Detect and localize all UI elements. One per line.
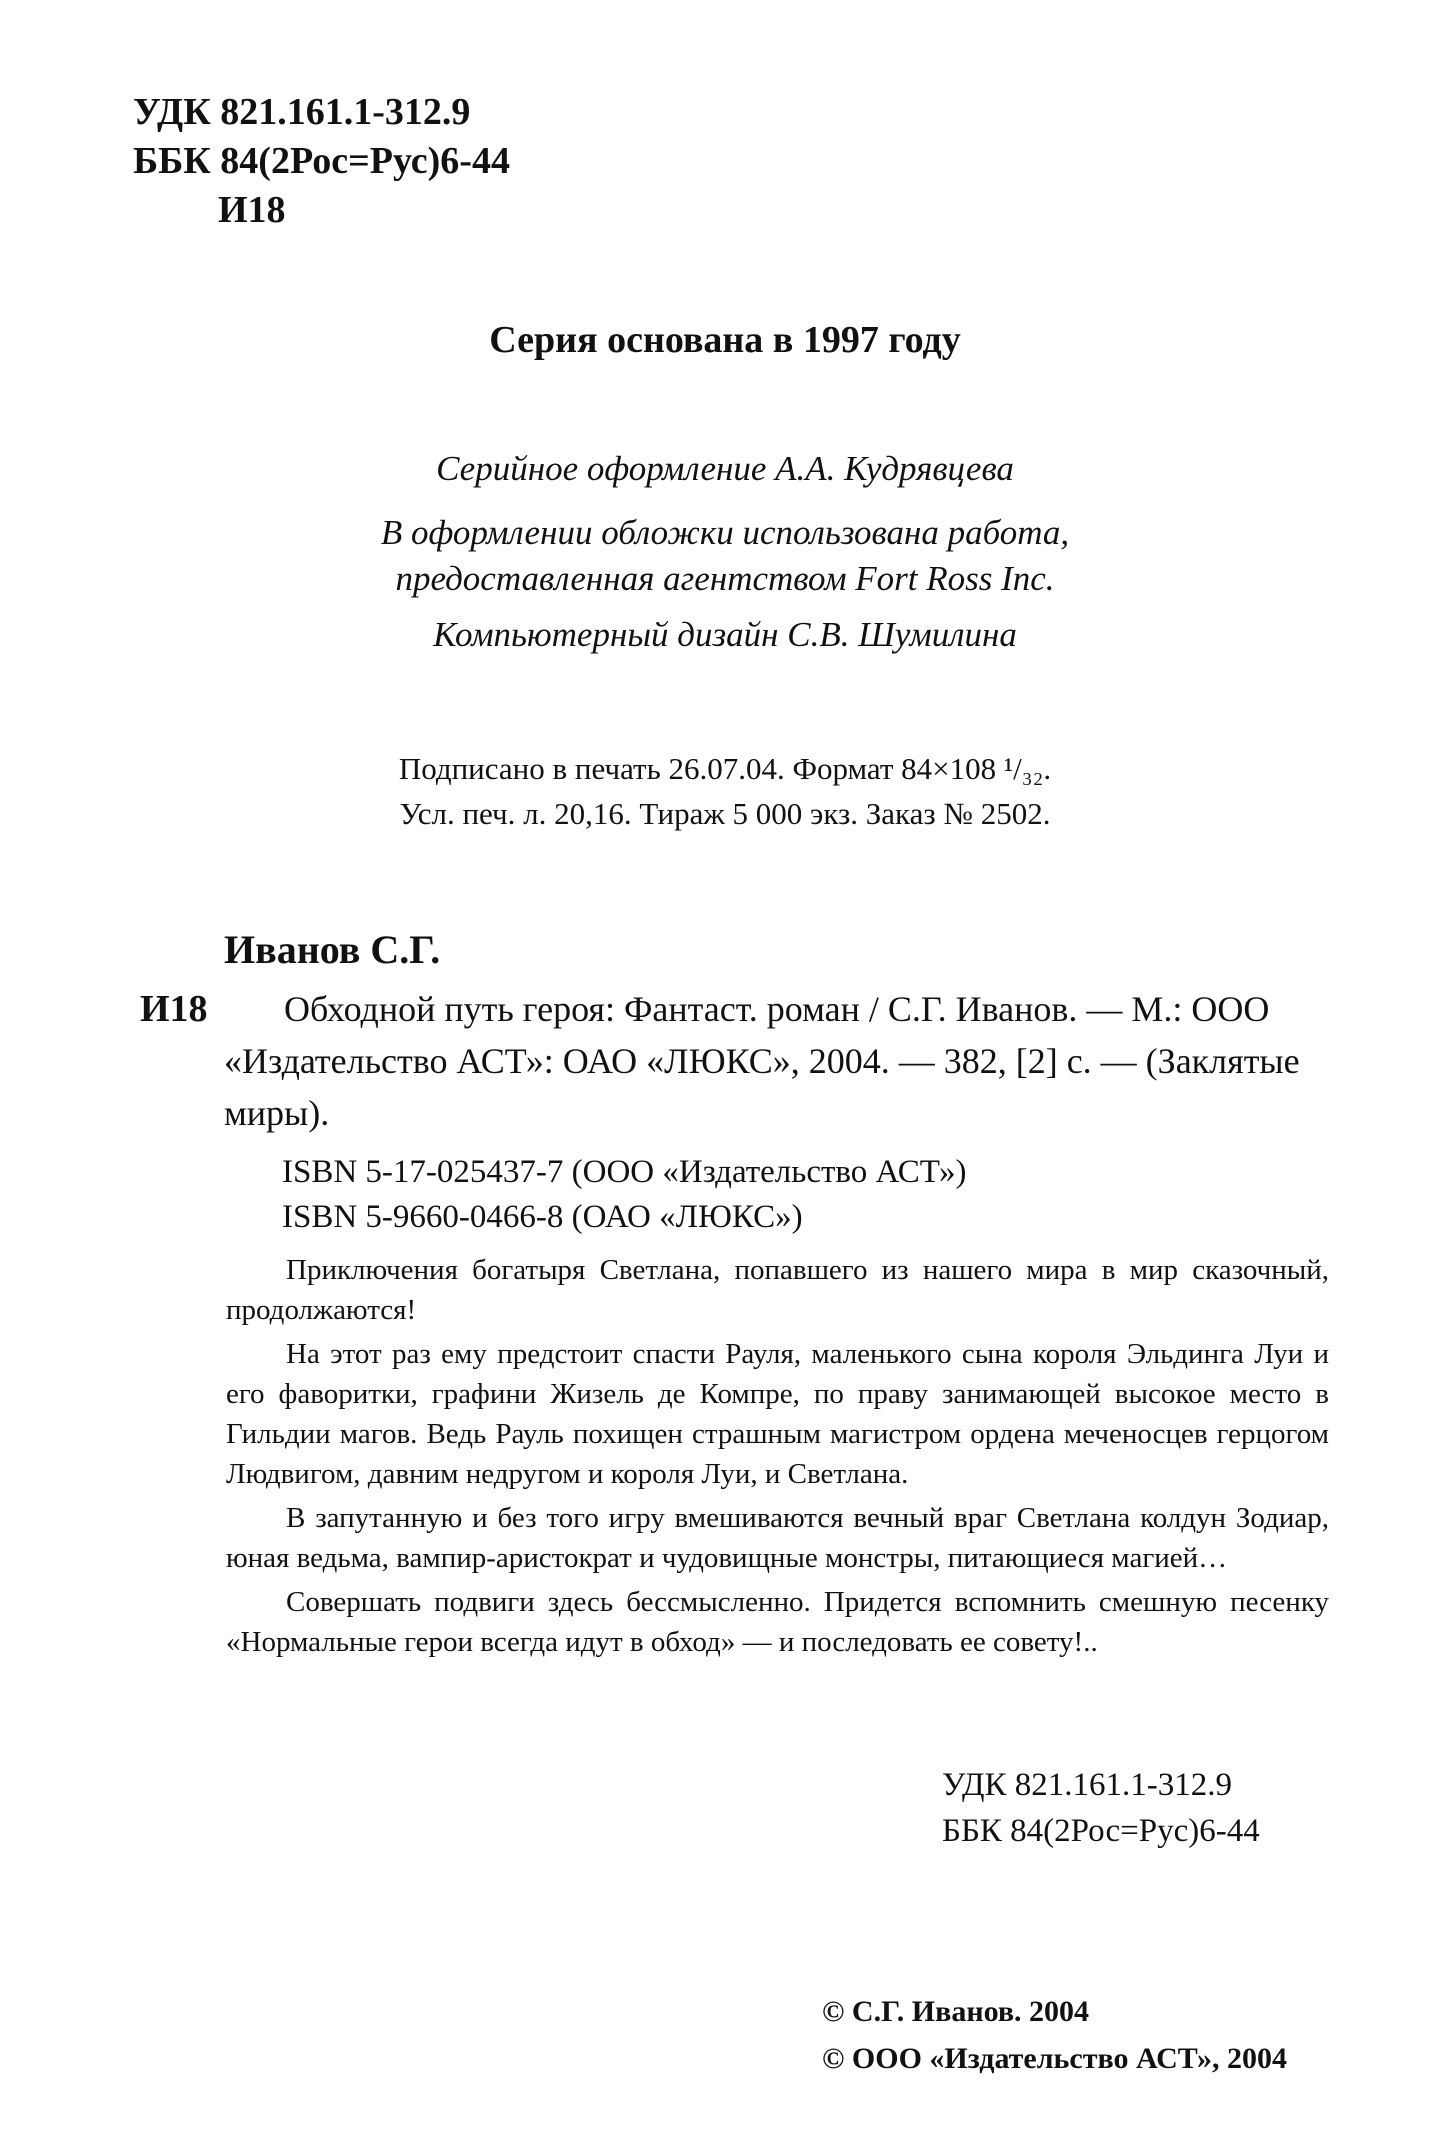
catalog-author: Иванов С.Г. bbox=[224, 927, 441, 972]
bbk-code: ББК 84(2Рос=Рус)6-44 bbox=[133, 140, 510, 182]
author-mark: И18 bbox=[218, 189, 286, 231]
cover-credit-line2: предоставленная агентством Fort Ross Inc. bbox=[395, 559, 1055, 598]
imprint-line1: Подписано в печать 26.07.04. Формат 84×108 ¹/₃₂. bbox=[398, 751, 1052, 786]
cover-credit-line1: В оформлении обложки использована работа, bbox=[380, 513, 1070, 552]
series-founded-line: Серия основана в 1997 году bbox=[489, 319, 961, 361]
annotation-paragraph: В запутанную и без того игру вмешиваются вечный враг Светлана колдун Зодиар, юная ведьма, вампир-аристократ и чудовищные монстры, питающиеся магией… bbox=[226, 1502, 1329, 1574]
annotation-paragraph: Приключения богатыря Светлана, попавшего из нашего мира в мир сказочный, продолжаются! bbox=[226, 1254, 1329, 1326]
catalog-index: И18 bbox=[140, 988, 208, 1030]
annotation-paragraph: Совершать подвиги здесь бессмысленно. Придется вспомнить смешную песенку «Нормальные герои всегда идут в обход» — и последовать ее совету!.. bbox=[226, 1586, 1329, 1658]
copyright-publisher: © ООО «Издательство АСТ», 2004 bbox=[822, 2042, 1288, 2075]
series-design-credit: Серийное оформление А.А. Кудрявцева bbox=[436, 449, 1014, 488]
copyright-author: © С.Г. Иванов. 2004 bbox=[822, 1995, 1090, 2028]
footer-udk-code: УДК 821.161.1-312.9 bbox=[942, 1767, 1233, 1803]
footer-bbk-code: ББК 84(2Рос=Рус)6-44 bbox=[942, 1813, 1260, 1849]
isbn-lux: ISBN 5-9660-0466-8 (ОАО «ЛЮКС») bbox=[282, 1199, 803, 1235]
isbn-ast: ISBN 5-17-025437-7 (ООО «Издательство АСТ») bbox=[282, 1154, 967, 1190]
imprint-line2: Усл. печ. л. 20,16. Тираж 5 000 экз. Заказ № 2502. bbox=[399, 796, 1051, 831]
book-annotation bbox=[226, 1250, 1329, 1662]
annotation-paragraph: На этот раз ему предстоит спасти Рауля, маленького сына короля Эльдинга Луи и его фаворитки, графини Жизель де Компре, по праву занимающей высокое место в Гильдии магов. Ведь Рауль похищен страшным магистром ордена меченосцев герцогом Людвигом, давним недругом и короля Луи, и Светлана. bbox=[226, 1338, 1329, 1490]
udk-code: УДК 821.161.1-312.9 bbox=[133, 91, 471, 133]
computer-design-credit: Компьютерный дизайн С.В. Шумилина bbox=[433, 615, 1017, 654]
catalog-bibliographic-description: Обходной путь героя: Фантаст. роман / С.Г. Иванов. — М.: ООО «Издательство АСТ»: ОАО «ЛЮКС», 2004. — 382, [2] с. — (Заклятые миры). bbox=[224, 989, 1300, 1133]
